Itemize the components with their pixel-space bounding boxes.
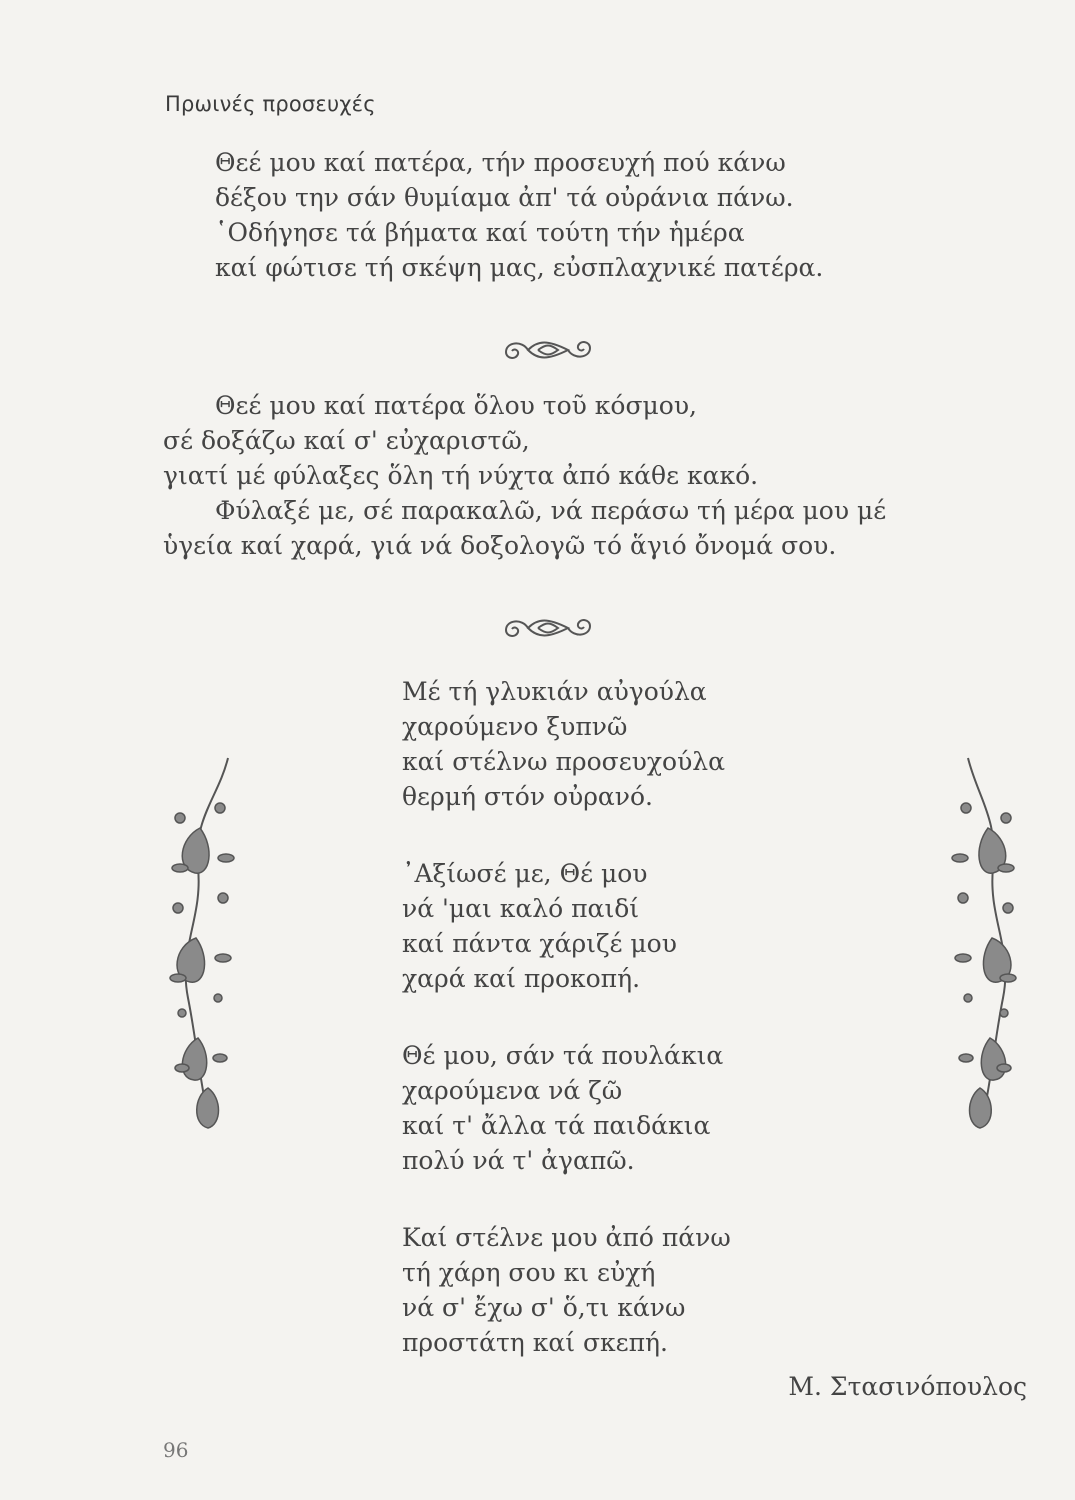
poem-line: χαρούμενο ξυπνῶ [402, 712, 628, 741]
prayer-line: ῾Οδήγησε τά βήματα καί τούτη τήν ἡμέρα [215, 218, 745, 247]
poem-line: Θέ μου, σάν τά πουλάκια [402, 1041, 724, 1070]
prayer-line: Θεέ μου καί πατέρα ὅλου τοῦ κόσμου, [215, 391, 697, 420]
page-number: 96 [163, 1438, 189, 1462]
poem-line: νά 'μαι καλό παιδί [402, 894, 640, 923]
scroll-ornament-icon [498, 610, 598, 646]
poem-stanza [402, 856, 677, 996]
prayer-two [163, 388, 886, 563]
poem-line: τή χάρη σου κι εὐχή [402, 1258, 656, 1287]
prayer-line: Φύλαξέ με, σέ παρακαλῶ, νά περάσω τή μέρα μου μέ [215, 496, 887, 525]
page-title: Πρωινές προσευχές [165, 92, 376, 116]
floral-vine-icon [938, 748, 1018, 1138]
prayer-line: δέξου την σάν θυμίαμα ἀπ' τά οὐράνια πάνω. [215, 183, 794, 212]
poem-stanza [402, 1038, 723, 1178]
poem-line: καί πάντα χάριζέ μου [402, 929, 677, 958]
poem-stanza [402, 1220, 731, 1360]
poem-line: πολύ νά τ' ἀγαπῶ. [402, 1146, 635, 1175]
prayer-line: καί φώτισε τή σκέψη μας, εὐσπλαχνικέ πατέρα. [215, 253, 824, 282]
prayer-line: γιατί μέ φύλαξες ὅλη τή νύχτα ἀπό κάθε κακό. [163, 461, 759, 490]
poem-line: καί στέλνω προσευχούλα [402, 747, 725, 776]
prayer-line: Θεέ μου καί πατέρα, τήν προσευχή πού κάνω [215, 148, 786, 177]
prayer-line: σέ δοξάζω καί σ' εὐχαριστῶ, [163, 426, 530, 455]
poem-line: Καί στέλνε μου ἀπό πάνω [402, 1223, 731, 1252]
poem-author: Μ. Στασινόπουλος [788, 1372, 1027, 1401]
poem-line: καί τ' ἄλλα τά παιδάκια [402, 1111, 711, 1140]
poem-line: ᾿Αξίωσέ με, Θέ μου [402, 859, 648, 888]
scroll-ornament-icon [498, 332, 598, 368]
poem-line: νά σ' ἔχω σ' ὅ,τι κάνω [402, 1293, 686, 1322]
prayer-one [215, 145, 823, 285]
poem-line: θερμή στόν οὐρανό. [402, 782, 653, 811]
poem-line: χαρούμενα νά ζῶ [402, 1076, 623, 1105]
prayer-line: ὑγεία καί χαρά, γιά νά δοξολογῶ τό ἅγιό ὄνομά σου. [163, 531, 837, 560]
poem-line: χαρά καί προκοπή. [402, 964, 641, 993]
poem-line: Μέ τή γλυκιάν αὐγούλα [402, 677, 707, 706]
floral-vine-icon [168, 748, 248, 1138]
poem-stanza [402, 674, 725, 814]
poem-line: προστάτη καί σκεπή. [402, 1328, 668, 1357]
